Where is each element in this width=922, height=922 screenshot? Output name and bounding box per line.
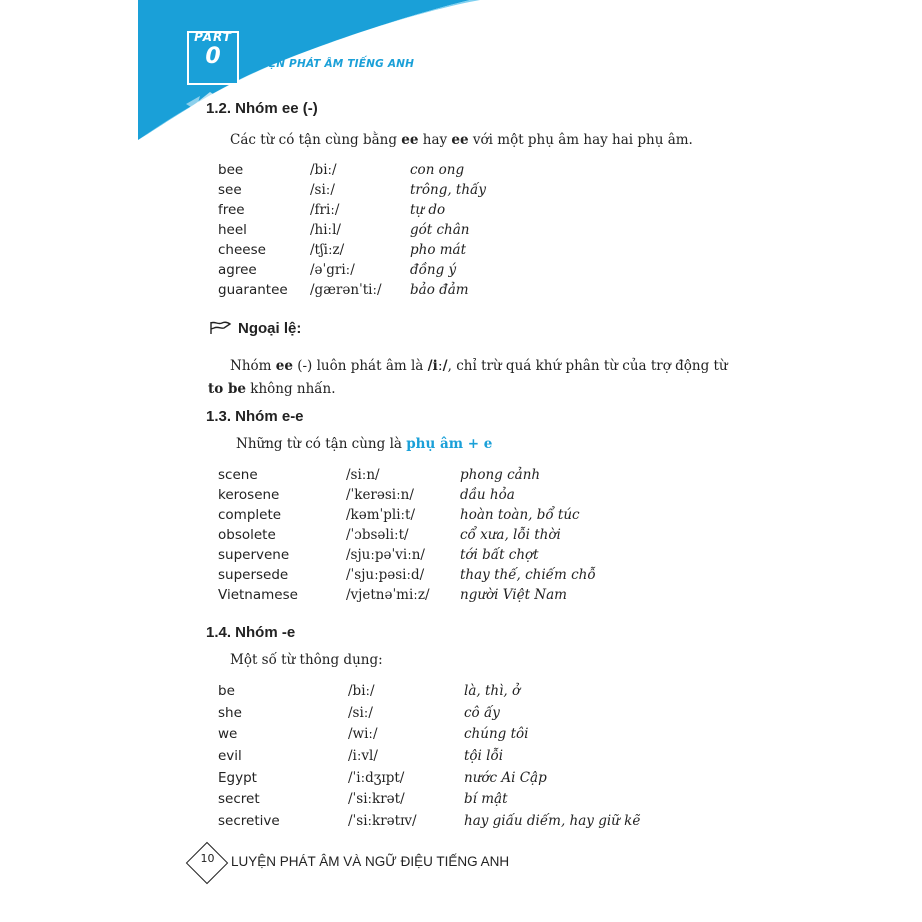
word-cell: guarantee [218, 282, 288, 298]
meaning-cell: phong cảnh [460, 467, 541, 483]
exception-bold: to be [208, 381, 246, 397]
meaning-cell: thay thế, chiếm chỗ [460, 567, 596, 583]
word-row [218, 260, 570, 280]
ipa-cell: /friː/ [310, 202, 340, 218]
word-cell: Vietnamese [218, 587, 298, 603]
ipa-cell: /vjetnəˈmiːz/ [346, 587, 430, 603]
word-table-1-4 [218, 680, 664, 832]
word-row [218, 280, 570, 300]
word-row [218, 810, 664, 832]
ipa-cell: /siːn/ [346, 467, 380, 483]
meaning-cell: nước Ai Cập [464, 769, 547, 786]
ipa-cell: /biː/ [348, 682, 375, 699]
exception-text: (-) luôn phát âm là [292, 358, 428, 374]
section-1-3-title: 1.3. Nhóm e-e [206, 408, 304, 425]
exception-line-2 [208, 377, 336, 402]
word-row [218, 680, 664, 702]
ipa-cell: /hiːl/ [310, 222, 341, 238]
ipa-cell: /wiː/ [348, 726, 378, 743]
exception-line-1 [230, 354, 728, 379]
ipa-cell: /tʃiːz/ [310, 242, 345, 258]
part-number: 0 [205, 44, 221, 69]
word-table-1-3 [218, 465, 640, 605]
intro-bold: ee [401, 132, 419, 148]
meaning-cell: bí mật [464, 791, 508, 808]
word-cell: cheese [218, 242, 266, 258]
ipa-cell: /ˈiːdʒɪpt/ [348, 769, 405, 786]
meaning-cell: tội lỗi [464, 747, 504, 764]
ipa-cell: /ˈsjuːpəsiːd/ [346, 567, 425, 583]
exception-text: , chỉ trừ quá khứ phân từ của trợ động từ [447, 358, 728, 374]
meaning-cell: dầu hỏa [460, 487, 515, 503]
ipa-cell: /ˈkerəsiːn/ [346, 487, 414, 503]
word-row [218, 585, 640, 605]
word-cell: supervene [218, 547, 290, 563]
word-cell: secretive [218, 812, 280, 829]
word-row [218, 505, 640, 525]
meaning-cell: cổ xưa, lỗi thời [460, 527, 561, 543]
ipa-cell: /ˈɔbsəliːt/ [346, 527, 409, 543]
meaning-cell: pho mát [410, 242, 467, 258]
page-number: 10 [200, 852, 215, 865]
pointing-hand-icon [210, 319, 232, 337]
footer-title: LUYỆN PHÁT ÂM VÀ NGỮ ĐIỆU TIẾNG ANH [231, 854, 510, 869]
word-cell: evil [218, 747, 242, 764]
meaning-cell: hay giấu diếm, hay giữ kẽ [464, 812, 641, 829]
word-row [218, 200, 570, 220]
word-row [218, 745, 664, 767]
ipa-cell: /siː/ [348, 704, 373, 721]
word-table-1-2 [218, 160, 570, 300]
word-row [218, 220, 570, 240]
section-1-2-intro [230, 128, 693, 153]
word-cell: supersede [218, 567, 289, 583]
word-cell: Egypt [218, 769, 257, 786]
section-1-4-title: 1.4. Nhóm -e [206, 624, 296, 641]
word-cell: agree [218, 262, 257, 278]
exception-title: Ngoại lệ: [238, 320, 302, 337]
ipa-cell: /kəmˈpliːt/ [346, 507, 416, 523]
intro-text: Các từ có tận cùng bằng [230, 132, 402, 148]
ipa-cell: /siː/ [310, 182, 335, 198]
word-row [218, 485, 640, 505]
part-label: PART [194, 30, 232, 44]
intro-highlight: phụ âm + e [406, 436, 493, 452]
meaning-cell: cô ấy [464, 704, 500, 721]
exception-bold: /iː/ [427, 358, 448, 374]
ipa-cell: /ˈsiːkrətɪv/ [348, 812, 417, 829]
word-cell: she [218, 704, 242, 721]
ipa-cell: /gærənˈtiː/ [310, 282, 382, 298]
meaning-cell: trông, thấy [410, 182, 486, 198]
meaning-cell: tự do [410, 202, 446, 218]
word-cell: free [218, 202, 245, 218]
word-row [218, 565, 640, 585]
word-row [218, 702, 664, 724]
exception-text: không nhấn. [245, 381, 336, 397]
meaning-cell: hoàn toàn, bổ túc [460, 507, 580, 523]
word-cell: kerosene [218, 487, 280, 503]
ipa-cell: /iːvl/ [348, 747, 378, 764]
part-badge [190, 30, 236, 78]
word-row [218, 180, 570, 200]
meaning-cell: gót chân [410, 222, 470, 238]
ipa-cell: /ˈsiːkrət/ [348, 791, 405, 808]
meaning-cell: chúng tôi [464, 726, 529, 743]
meaning-cell: người Việt Nam [460, 587, 567, 603]
word-cell: obsolete [218, 527, 276, 543]
ipa-cell: /əˈgriː/ [310, 262, 355, 278]
word-row [218, 723, 664, 745]
section-1-3-intro [236, 432, 492, 457]
word-cell: see [218, 182, 242, 198]
exception-text: Nhóm [230, 358, 276, 374]
word-cell: heel [218, 222, 247, 238]
meaning-cell: bảo đảm [410, 282, 469, 298]
word-cell: bee [218, 162, 244, 178]
intro-text: hay [418, 132, 452, 148]
exception-bold: ee [275, 358, 293, 374]
word-cell: be [218, 682, 235, 699]
header-title: LUYỆN PHÁT ÂM TIẾNG ANH [246, 58, 415, 70]
intro-bold: ee [451, 132, 469, 148]
ipa-cell: /biː/ [310, 162, 337, 178]
word-cell: we [218, 726, 238, 743]
meaning-cell: là, thì, ở [464, 682, 521, 699]
word-row [218, 525, 640, 545]
word-row [218, 767, 664, 789]
word-cell: scene [218, 467, 258, 483]
word-row [218, 160, 570, 180]
word-cell: secret [218, 791, 260, 808]
meaning-cell: con ong [410, 162, 465, 178]
intro-text: với một phụ âm hay hai phụ âm. [468, 132, 693, 148]
word-row [218, 465, 640, 485]
word-row [218, 240, 570, 260]
meaning-cell: đồng ý [410, 262, 457, 278]
meaning-cell: tới bất chợt [460, 547, 539, 563]
ipa-cell: /sjuːpəˈviːn/ [346, 547, 425, 563]
section-1-4-intro: Một số từ thông dụng: [230, 652, 383, 668]
intro-text: Những từ có tận cùng là [236, 436, 407, 452]
word-cell: complete [218, 507, 282, 523]
word-row [218, 788, 664, 810]
section-1-2-title: 1.2. Nhóm ee (-) [206, 100, 318, 117]
word-row [218, 545, 640, 565]
